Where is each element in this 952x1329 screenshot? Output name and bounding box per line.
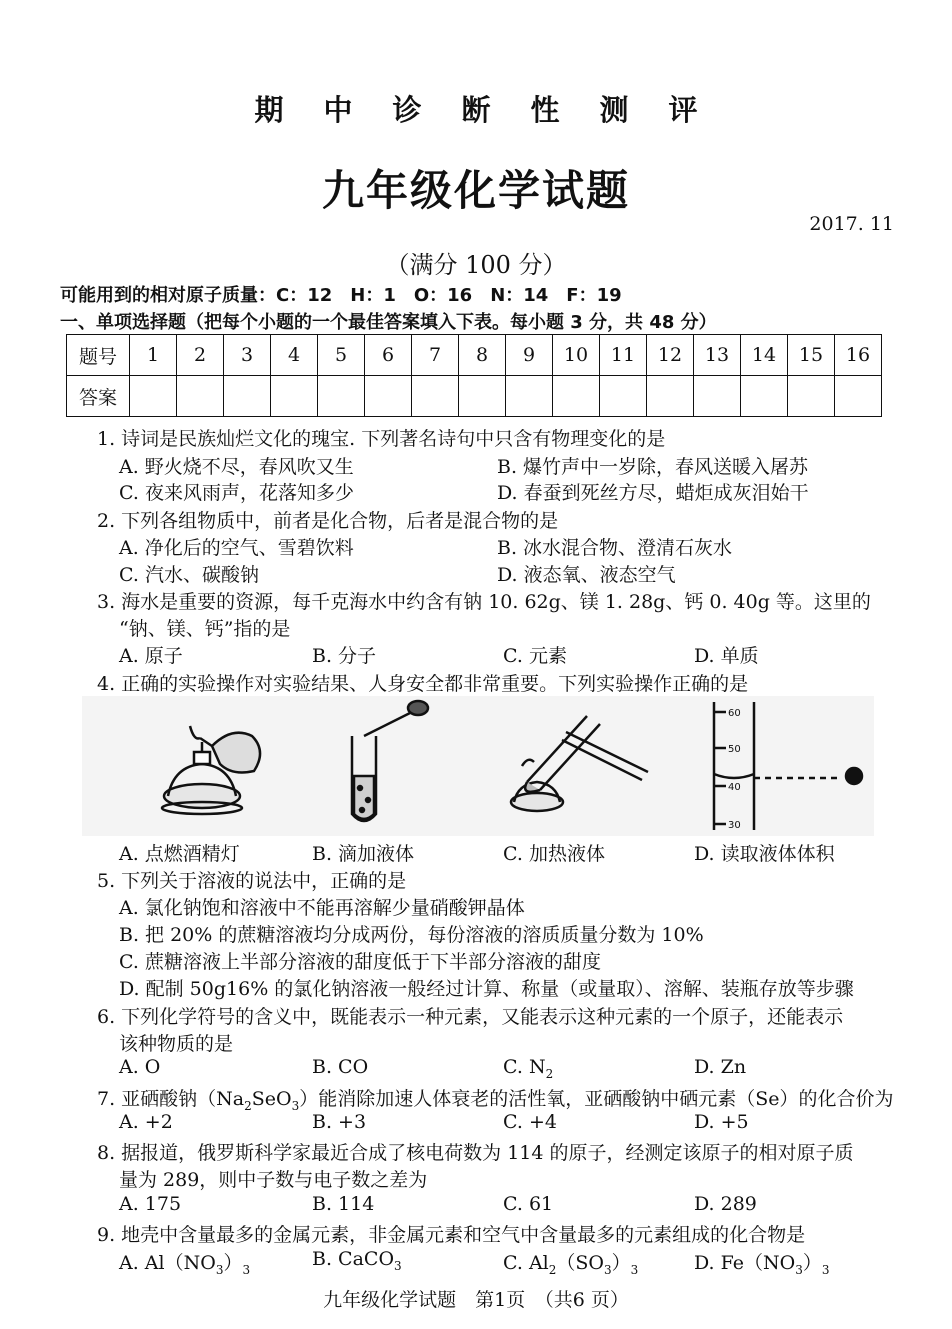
answer-cell[interactable] xyxy=(694,376,741,417)
option: A. 原子 xyxy=(119,645,183,667)
cylinder-tick-label: 40 xyxy=(728,782,741,793)
question-5-stem: 5. 下列关于溶液的说法中，正确的是 xyxy=(97,870,407,892)
question-6-stem-continued: 该种物质的是 xyxy=(119,1033,234,1055)
option: C. 61 xyxy=(503,1193,554,1215)
option: B. 分子 xyxy=(312,645,377,667)
option: C. 夜来风雨声，花落知多少 xyxy=(119,482,354,504)
option: B. 爆竹声中一岁除，春风送暖入屠苏 xyxy=(497,456,809,478)
option: D. 配制 50g16% 的氯化钠溶液一般经过计算、称量（或量取）、溶解、装瓶存放等步骤 xyxy=(119,978,854,1000)
option: B. CO xyxy=(312,1056,369,1078)
answer-cell[interactable] xyxy=(553,376,600,417)
table-cell: 5 xyxy=(318,335,365,376)
table-cell: 16 xyxy=(835,335,882,376)
answer-table xyxy=(66,334,882,417)
answer-cell[interactable] xyxy=(600,376,647,417)
table-cell: 4 xyxy=(271,335,318,376)
answer-cell[interactable] xyxy=(788,376,835,417)
atomic-masses: 可能用到的相对原子质量：C：12 H：1 O：16 N：14 F：19 xyxy=(60,285,622,306)
option: A. 点燃酒精灯 xyxy=(119,843,240,865)
exam-date: 2017. 11 xyxy=(809,213,894,235)
option: A. O xyxy=(119,1056,161,1078)
answer-table-number-row xyxy=(67,335,882,376)
option: C. +4 xyxy=(503,1111,557,1133)
option: C. 汽水、碳酸钠 xyxy=(119,564,259,586)
question-3-stem: 3. 海水是重要的资源，每千克海水中约含有钠 10. 62g、镁 1. 28g、钙 0. 40g 等。这里的 xyxy=(97,591,871,613)
option: A. $Al(NO_3)_3$ xyxy=(119,1252,251,1277)
table-cell: 14 xyxy=(741,335,788,376)
table-cell: 13 xyxy=(694,335,741,376)
option: B. CaCO$_3$ xyxy=(312,1248,402,1273)
answer-cell[interactable] xyxy=(365,376,412,417)
section-heading: 一、单项选择题（把每个小题的一个最佳答案填入下表。每小题 3 分，共 48 分） xyxy=(60,312,717,333)
answer-cell[interactable] xyxy=(647,376,694,417)
answer-cell[interactable] xyxy=(835,376,882,417)
option: B. 把 20% 的蔗糖溶液均分成两份，每份溶液的溶质质量分数为 10% xyxy=(119,924,704,946)
option: D. 单质 xyxy=(694,645,759,667)
option: A. 175 xyxy=(119,1193,182,1215)
exam-series-title: 期中诊断性测评 xyxy=(254,93,738,127)
table-cell: 12 xyxy=(647,335,694,376)
answer-cell[interactable] xyxy=(318,376,365,417)
option: B. +3 xyxy=(312,1111,367,1133)
table-cell: 2 xyxy=(177,335,224,376)
answer-cell[interactable] xyxy=(177,376,224,417)
lab-operations-figure xyxy=(82,696,874,836)
page-title: 九年级化学试题 xyxy=(321,166,630,215)
answer-cell[interactable] xyxy=(130,376,177,417)
option: D. $Fe(NO_3)_3$ xyxy=(694,1252,830,1277)
question-7-stem: 7. 亚硒酸钠$(Na_2SeO_3)$能消除加速人体衰老的活性氧，亚硒酸钠中硒元素（Se）的化合价为 xyxy=(97,1088,894,1113)
table-cell: 1 xyxy=(130,335,177,376)
option: D. 读取液体体积 xyxy=(694,843,835,865)
answer-table-answer-row xyxy=(67,376,882,417)
table-cell: 15 xyxy=(788,335,835,376)
question-3-stem-continued: “钠、镁、钙”指的是 xyxy=(119,618,291,640)
option: C. 蔗糖溶液上半部分溶液的甜度低于下半部分溶液的甜度 xyxy=(119,951,601,973)
answer-cell[interactable] xyxy=(271,376,318,417)
option: C. 加热液体 xyxy=(503,843,605,865)
option: C. 元素 xyxy=(503,645,567,667)
option: A. 净化后的空气、雪碧饮料 xyxy=(119,537,354,559)
answer-cell[interactable] xyxy=(741,376,788,417)
option: C. $Al_2(SO_3)_3$ xyxy=(503,1252,639,1277)
table-cell: 11 xyxy=(600,335,647,376)
page-footer: 九年级化学试题 第1页 （共6 页） xyxy=(323,1289,629,1311)
option: D. 液态氧、液态空气 xyxy=(497,564,676,586)
cylinder-tick-label: 50 xyxy=(728,744,741,755)
answer-cell[interactable] xyxy=(224,376,271,417)
option: B. 114 xyxy=(312,1193,375,1215)
question-8-stem: 8. 据报道，俄罗斯科学家最近合成了核电荷数为 114 的原子，经测定该原子的相对原子质 xyxy=(97,1142,854,1164)
option: D. 289 xyxy=(694,1193,757,1215)
question-1-stem: 1. 诗词是民族灿烂文化的瑰宝. 下列著名诗句中只含有物理变化的是 xyxy=(97,428,666,450)
option: B. 滴加液体 xyxy=(312,843,415,865)
table-cell: 3 xyxy=(224,335,271,376)
option: B. 冰水混合物、澄清石灰水 xyxy=(497,537,733,559)
option: A. 野火烧不尽，春风吹又生 xyxy=(119,456,354,478)
question-2-stem: 2. 下列各组物质中，前者是化合物，后者是混合物的是 xyxy=(97,510,559,532)
answer-cell[interactable] xyxy=(506,376,553,417)
table-cell: 9 xyxy=(506,335,553,376)
table-cell: 10 xyxy=(553,335,600,376)
cylinder-tick-label: 60 xyxy=(728,708,741,719)
option: C. $N_2$ xyxy=(503,1056,554,1081)
table-cell: 6 xyxy=(365,335,412,376)
question-8-stem-continued: 量为 289，则中子数与电子数之差为 xyxy=(119,1169,428,1191)
option: D. 春蚕到死丝方尽，蜡炬成灰泪始干 xyxy=(497,482,809,504)
answer-cell[interactable] xyxy=(412,376,459,417)
table-cell: 7 xyxy=(412,335,459,376)
option: D. Zn xyxy=(694,1056,747,1078)
question-4-stem: 4. 正确的实验操作对实验结果、人身安全都非常重要。下列实验操作正确的是 xyxy=(97,673,749,695)
option: A. +2 xyxy=(119,1111,173,1133)
question-9-stem: 9. 地壳中含量最多的金属元素，非金属元素和空气中含量最多的元素组成的化合物是 xyxy=(97,1224,806,1246)
question-6-stem: 6. 下列化学符号的含义中，既能表示一种元素，又能表示这种元素的一个原子，还能表示 xyxy=(97,1006,844,1028)
full-score: （满分 100 分） xyxy=(385,251,567,279)
row-label-number: 题号 xyxy=(67,335,130,376)
cylinder-tick-label: 30 xyxy=(728,820,741,831)
option: D. +5 xyxy=(694,1111,749,1133)
table-cell: 8 xyxy=(459,335,506,376)
row-label-answer: 答案 xyxy=(67,376,130,417)
option: A. 氯化钠饱和溶液中不能再溶解少量硝酸钾晶体 xyxy=(119,897,525,919)
answer-cell[interactable] xyxy=(459,376,506,417)
